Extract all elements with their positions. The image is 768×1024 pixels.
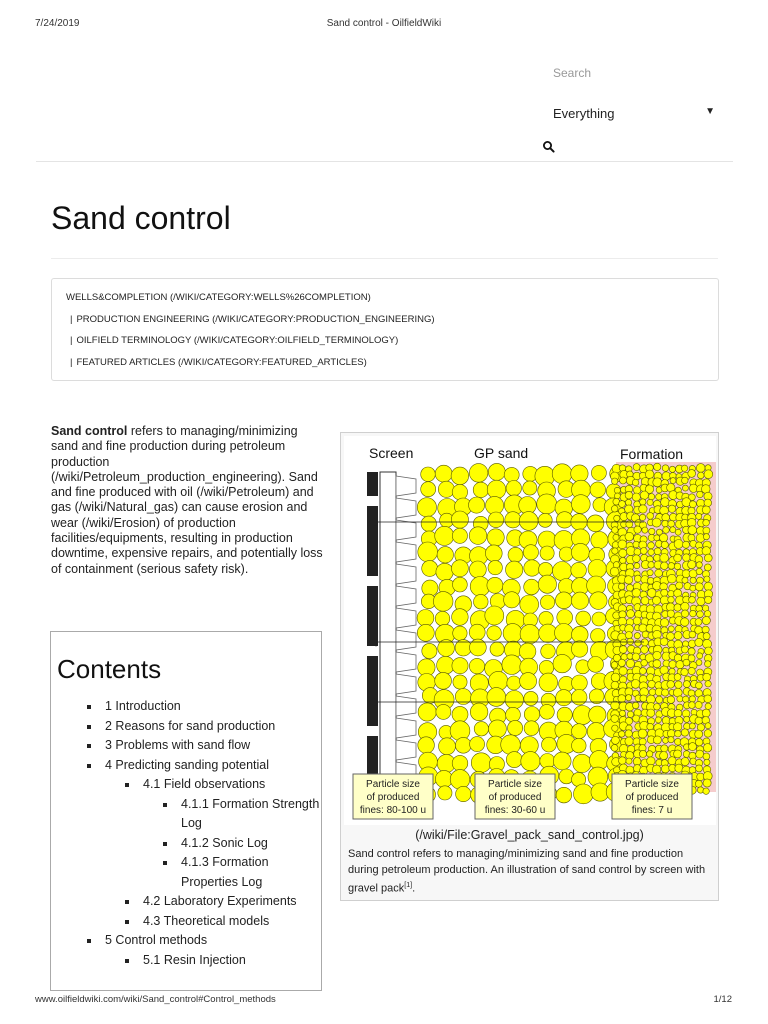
category-link[interactable] bbox=[66, 291, 704, 313]
print-page-title: Sand control - OilfieldWiki bbox=[326, 18, 442, 29]
category-box bbox=[51, 278, 719, 381]
title-divider bbox=[51, 258, 718, 259]
intro-paragraph bbox=[51, 424, 326, 577]
toc-item[interactable]: 4.1.3 Formation Properties Log bbox=[57, 853, 327, 892]
particle-size-box bbox=[612, 774, 692, 819]
particle-size-text: fines: 30-60 u bbox=[484, 805, 546, 816]
category-link[interactable] bbox=[66, 334, 704, 356]
caption-end: . bbox=[412, 882, 416, 895]
toc-item[interactable]: 3 Problems with sand flow bbox=[57, 736, 321, 756]
toc-item[interactable]: 4 Predicting sanding potential bbox=[57, 756, 321, 776]
toc-item[interactable]: 4.3 Theoretical models bbox=[57, 912, 321, 932]
toc-title: Contents bbox=[57, 654, 162, 684]
category-separator: | bbox=[70, 335, 73, 346]
category-text: OILFIELD TERMINOLOGY (/WIKI/CATEGORY:OILFIELD_TERMINOLOGY) bbox=[76, 335, 399, 346]
toc-item[interactable]: 4.2 Laboratory Experiments bbox=[57, 892, 321, 912]
toc-item[interactable]: 4.1.1 Formation Strength Log bbox=[57, 795, 327, 834]
toc-item[interactable]: 5.1 Resin Injection bbox=[57, 951, 321, 971]
toc-item[interactable]: 2 Reasons for sand production bbox=[57, 717, 321, 737]
particle-size-text: of produced bbox=[625, 792, 679, 803]
particle-size-text: Particle size bbox=[488, 779, 542, 790]
intro-term: Sand control bbox=[51, 424, 128, 438]
search-area bbox=[553, 66, 723, 121]
search-input[interactable]: Search bbox=[553, 66, 592, 80]
particle-size-text: fines: 80-100 u bbox=[359, 805, 427, 816]
toc-item[interactable]: 1 Introduction bbox=[57, 697, 321, 717]
formation-label: Formation bbox=[620, 446, 684, 462]
toc-item[interactable]: 5 Control methods bbox=[57, 931, 321, 951]
header-divider bbox=[36, 161, 733, 162]
gp-sand-label: GP sand bbox=[474, 445, 529, 461]
footer-url: www.oilfieldwiki.com/wiki/Sand_control#Control_methods bbox=[35, 994, 276, 1005]
category-text: PRODUCTION ENGINEERING (/WIKI/CATEGORY:PRODUCTION_ENGINEERING) bbox=[76, 313, 435, 325]
toc-item[interactable]: 4.1 Field observations bbox=[57, 775, 321, 795]
particle-size-text: fines: 7 u bbox=[631, 805, 673, 816]
footer-page-number: 1/12 bbox=[713, 994, 732, 1005]
category-link[interactable] bbox=[66, 313, 704, 335]
category-text: WELLS&COMPLETION (/WIKI/CATEGORY:WELLS%26COMPLETION) bbox=[66, 292, 371, 303]
particle-size-text: Particle size bbox=[625, 779, 679, 790]
figure-caption bbox=[348, 846, 714, 897]
search-button[interactable] bbox=[542, 140, 556, 154]
category-separator: | bbox=[70, 313, 73, 325]
gravel-pack-illustration[interactable] bbox=[344, 436, 716, 825]
figure-file-link[interactable]: (/wiki/File:Gravel_pack_sand_control.jpg) bbox=[415, 828, 644, 842]
toc-item[interactable]: 4.1.2 Sonic Log bbox=[57, 834, 327, 854]
particle-size-box bbox=[353, 774, 433, 819]
caption-reference[interactable]: [1] bbox=[404, 882, 413, 889]
search-scope-select[interactable] bbox=[553, 106, 723, 121]
figure bbox=[340, 432, 719, 901]
search-icon bbox=[542, 140, 556, 154]
category-text: FEATURED ARTICLES (/WIKI/CATEGORY:FEATURED_ARTICLES) bbox=[76, 356, 367, 368]
print-date: 7/24/2019 bbox=[35, 18, 80, 29]
search-scope-value: Everything bbox=[553, 106, 615, 121]
particle-size-text: of produced bbox=[488, 792, 542, 803]
category-separator: | bbox=[70, 356, 73, 368]
particle-size-text: of produced bbox=[366, 792, 420, 803]
caption-text: Sand control refers to managing/minimizing sand and fine production during petroleum production. An illustration of sand control by screen with gravel pack bbox=[348, 848, 706, 895]
table-of-contents bbox=[50, 631, 322, 991]
particle-size-box bbox=[475, 774, 555, 819]
chevron-down-icon: ▼ bbox=[705, 106, 715, 117]
intro-text: refers to managing/minimizing sand and fine production during petroleum production (/wiki/Petroleum_production_engineering). Sand and fine produced with oil (/wiki/Petroleum) and gas (/wiki/Natural_gas) can cause erosion and wear (/wiki/Erosion) of production facilities/equipments, resulting in production downtime, expensive repairs, and potentially loss of containment (serious safety risk). bbox=[51, 424, 323, 576]
toc-list bbox=[57, 697, 321, 970]
screen-label: Screen bbox=[369, 445, 414, 461]
page-title: Sand control bbox=[51, 200, 231, 236]
category-link[interactable] bbox=[66, 356, 704, 378]
particle-size-text: Particle size bbox=[366, 779, 420, 790]
